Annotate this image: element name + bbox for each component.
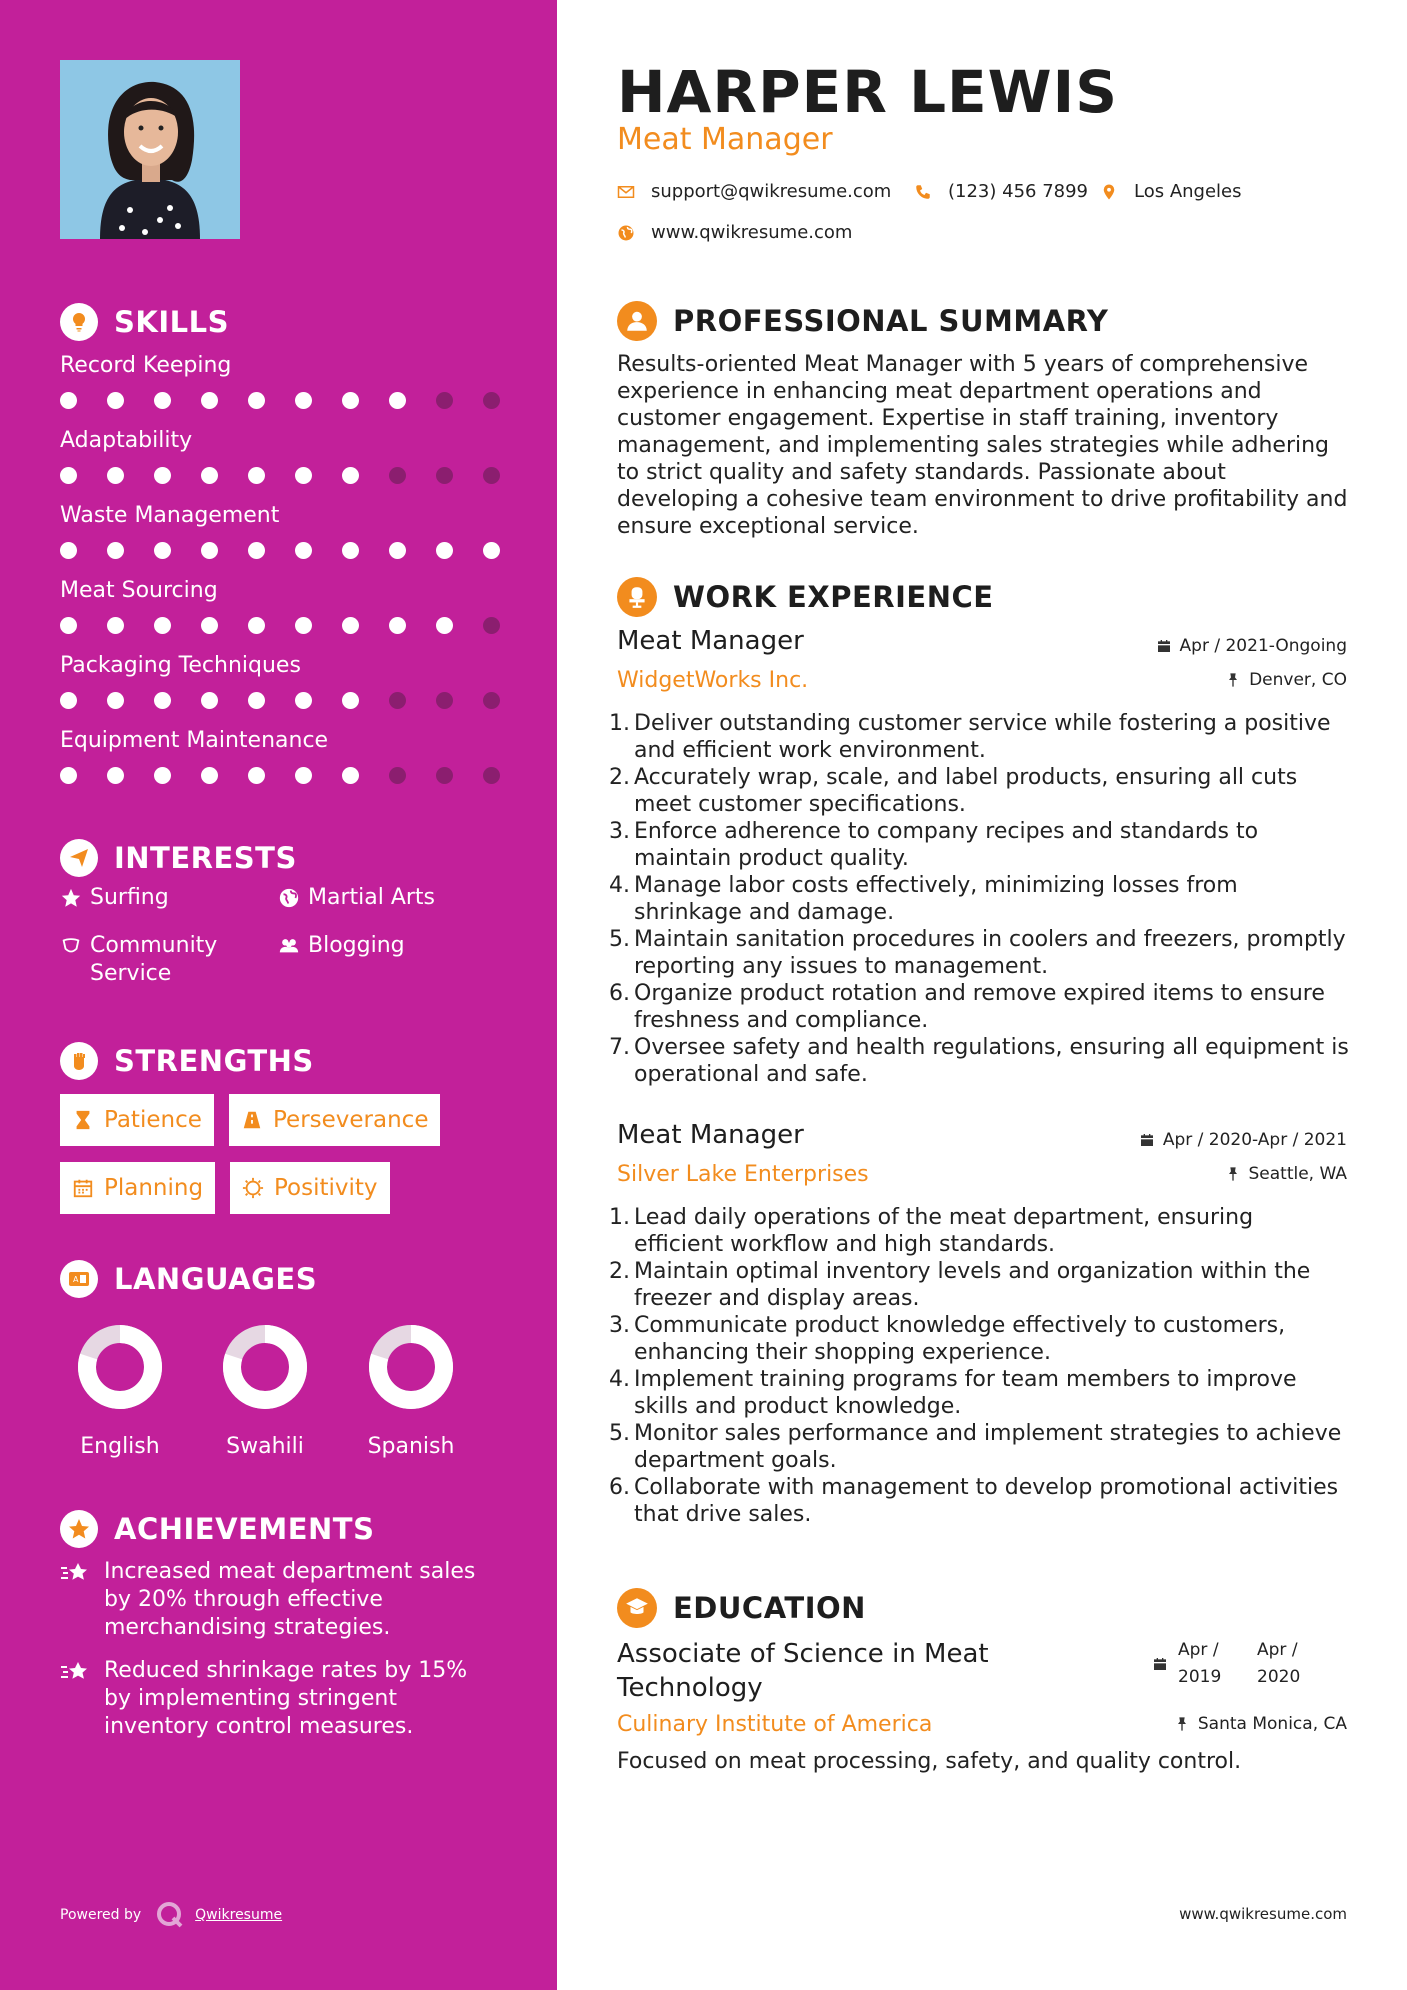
star-badge-icon <box>60 1510 98 1548</box>
phone-contact: (123) 456 7899 <box>914 181 1088 202</box>
rating-dot <box>201 617 218 634</box>
skill-item <box>60 500 500 559</box>
rating-dot <box>201 692 218 709</box>
rating-dot <box>201 392 218 409</box>
rating-dot <box>295 392 312 409</box>
language-item <box>195 1324 335 1459</box>
education-school: Culinary Institute of America <box>617 1712 933 1737</box>
achievements-heading: ACHIEVEMENTS <box>60 1509 374 1549</box>
rating-dot <box>107 617 124 634</box>
rating-dot <box>60 767 77 784</box>
rating-dot <box>483 767 500 784</box>
rating-dot <box>107 392 124 409</box>
job-bullets <box>609 710 1349 1088</box>
rating-dot <box>436 767 453 784</box>
rating-dot <box>389 767 406 784</box>
job-bullet: 5. Monitor sales performance and implement strategies to achieve department goals. <box>609 1421 1342 1473</box>
rating-dot <box>483 542 500 559</box>
fist-icon <box>60 1042 98 1080</box>
rating-dot <box>107 542 124 559</box>
skill-name: Meat Sourcing <box>60 578 218 603</box>
job-title: Meat Manager <box>617 1120 804 1150</box>
job-bullet: 6. Organize product rotation and remove expired items to ensure freshness and compliance. <box>609 981 1325 1033</box>
education-heading: EDUCATION <box>617 1587 866 1629</box>
job-date: Apr / 2020-Apr / 2021 <box>1139 1130 1347 1150</box>
rating-dot <box>342 542 359 559</box>
job-bullet: 4. Manage labor costs effectively, minimizing losses from shrinkage and damage. <box>609 873 1238 925</box>
strength-tag: Perseverance <box>229 1094 440 1146</box>
job-title: Meat Manager <box>617 626 804 656</box>
rating-dot <box>389 467 406 484</box>
skill-rating <box>60 542 500 559</box>
rating-dot <box>248 767 265 784</box>
skills-heading: SKILLS <box>60 302 229 342</box>
envelope-icon <box>617 183 635 201</box>
skill-rating <box>60 392 500 409</box>
interests-heading: INTERESTS <box>60 838 297 878</box>
job-bullet: 3. Enforce adherence to company recipes and standards to maintain product quality. <box>609 819 1259 871</box>
strengths-heading: STRENGTHS <box>60 1041 314 1081</box>
job-bullet: 2. Accurately wrap, scale, and label products, ensuring all cuts meet customer specifications. <box>609 765 1298 817</box>
rating-dot <box>201 767 218 784</box>
rating-dot <box>154 692 171 709</box>
profile-photo <box>60 60 240 239</box>
skill-rating <box>60 467 500 484</box>
job-date: Apr / 2021-Ongoing <box>1156 636 1347 656</box>
job-bullets <box>609 1204 1349 1528</box>
job-bullet: 4. Implement training programs for team members to improve skills and product knowledge. <box>609 1367 1297 1419</box>
rating-dot <box>248 542 265 559</box>
rating-dot <box>107 467 124 484</box>
user-icon <box>617 301 657 341</box>
qwikresume-logo-icon <box>155 1900 185 1930</box>
hourglass-icon <box>72 1109 94 1131</box>
job-bullet: 5. Maintain sanitation procedures in coolers and freezers, promptly reporting any issues to management. <box>609 927 1346 979</box>
rating-dot <box>483 692 500 709</box>
achievement-item: Reduced shrinkage rates by 15% by implementing stringent inventory control measures. <box>60 1657 500 1741</box>
language-name: Spanish <box>367 1434 455 1459</box>
paper-plane-icon <box>60 839 98 877</box>
svg-text:A: A <box>73 1275 79 1284</box>
languages-heading: A LANGUAGES <box>60 1259 317 1299</box>
strength-tag: Positivity <box>230 1162 390 1214</box>
rating-dot <box>483 392 500 409</box>
rating-dot <box>295 617 312 634</box>
job-bullet: 7. Oversee safety and health regulations, ensuring all equipment is operational and safe. <box>609 1035 1349 1087</box>
language-gauge <box>77 1324 163 1410</box>
rating-dot <box>342 767 359 784</box>
rating-dot <box>389 617 406 634</box>
rating-dot <box>154 467 171 484</box>
job-bullet: 6. Collaborate with management to develop promotional activities that drive sales. <box>609 1475 1339 1527</box>
road-icon <box>241 1109 263 1131</box>
pushpin-icon <box>1225 1166 1241 1182</box>
phone-icon <box>914 183 932 201</box>
rating-dot <box>248 617 265 634</box>
pushpin-icon <box>1225 672 1241 688</box>
map-pin-icon <box>1100 183 1118 201</box>
rating-dot <box>436 617 453 634</box>
rating-dot <box>154 617 171 634</box>
skill-item <box>60 725 500 784</box>
skill-name: Packaging Techniques <box>60 653 301 678</box>
achievement-item: Increased meat department sales by 20% through effective merchandising strategies. <box>60 1558 500 1642</box>
rating-dot <box>154 767 171 784</box>
rating-dot <box>60 542 77 559</box>
main-content <box>609 0 1349 1990</box>
rating-dot <box>436 692 453 709</box>
qwikresume-link[interactable]: Qwikresume <box>195 1907 283 1923</box>
rating-dot <box>295 692 312 709</box>
rating-dot <box>107 692 124 709</box>
sun-icon <box>242 1177 264 1199</box>
rating-dot <box>436 542 453 559</box>
rating-dot <box>483 617 500 634</box>
rating-dot <box>389 542 406 559</box>
rating-dot <box>342 692 359 709</box>
job-bullet: 1. Lead daily operations of the meat department, ensuring efficient workflow and high standards. <box>609 1205 1254 1257</box>
rating-dot <box>295 542 312 559</box>
job-location: Denver, CO <box>1225 670 1347 690</box>
education-description: Focused on meat processing, safety, and quality control. <box>617 1749 1242 1774</box>
rating-dot <box>342 467 359 484</box>
language-item <box>50 1324 190 1459</box>
footer-url[interactable]: www.qwikresume.com <box>1179 1905 1347 1923</box>
experience-heading: WORK EXPERIENCE <box>617 576 994 618</box>
skill-name: Equipment Maintenance <box>60 728 329 753</box>
summary-heading: PROFESSIONAL SUMMARY <box>617 300 1108 342</box>
rating-dot <box>436 467 453 484</box>
rating-dot <box>60 392 77 409</box>
powered-by: Powered by Qwikresume <box>60 1900 282 1930</box>
job-bullet: 3. Communicate product knowledge effectively to customers, enhancing their shopping experience. <box>609 1313 1286 1365</box>
rating-dot <box>248 392 265 409</box>
rating-dot <box>248 692 265 709</box>
shooting-star-icon <box>60 1659 92 1685</box>
globe-icon <box>278 887 300 909</box>
summary-text: Results-oriented Meat Manager with 5 years of comprehensive experience in enhancing meat department operations and customer engagement. Expertise in staff training, inventory management, and implementing sales strategies while adhering to strict quality and safety standards. Passionate about developing a cohesive team environment to drive profitability and ensure exceptional service. <box>617 352 1348 539</box>
interest-item: Martial Arts <box>278 884 435 912</box>
shooting-star-icon <box>60 1560 92 1586</box>
lightbulb-icon <box>60 303 98 341</box>
calendar-icon <box>1156 638 1172 654</box>
skill-rating <box>60 692 500 709</box>
skill-name: Record Keeping <box>60 353 232 378</box>
job-bullet: 2. Maintain optimal inventory levels and organization within the freezer and display areas. <box>609 1259 1311 1311</box>
rating-dot <box>342 617 359 634</box>
website-contact: www.qwikresume.com <box>617 222 852 243</box>
skill-item <box>60 350 500 409</box>
job-location: Seattle, WA <box>1225 1164 1348 1184</box>
rating-dot <box>389 692 406 709</box>
skill-item <box>60 650 500 709</box>
education-end-date: Apr / 2020 <box>1257 1640 1301 1687</box>
users-icon <box>278 935 300 957</box>
language-name: Swahili <box>226 1434 304 1459</box>
calendar-icon <box>1152 1656 1168 1672</box>
language-gauge <box>222 1324 308 1410</box>
interest-item: Community Service <box>60 932 260 988</box>
calendar-icon <box>72 1177 94 1199</box>
skill-rating <box>60 617 500 634</box>
rating-dot <box>154 392 171 409</box>
pushpin-icon <box>1174 1716 1190 1732</box>
job-company: WidgetWorks Inc. <box>617 668 809 693</box>
skill-item <box>60 425 500 484</box>
rating-dot <box>483 467 500 484</box>
handshake-icon <box>60 935 82 957</box>
job-bullet: 1. Deliver outstanding customer service while fostering a positive and efficient work environment. <box>609 711 1331 763</box>
interest-item: Blogging <box>278 932 405 960</box>
language-name: English <box>80 1434 160 1459</box>
rating-dot <box>201 542 218 559</box>
rating-dot <box>436 392 453 409</box>
rating-dot <box>295 767 312 784</box>
rating-dot <box>60 617 77 634</box>
rating-dot <box>389 392 406 409</box>
star-icon <box>60 887 82 909</box>
education-degree: Associate of Science in Meat Technology <box>617 1639 989 1703</box>
candidate-title: Meat Manager <box>617 122 833 157</box>
rating-dot <box>60 692 77 709</box>
globe-icon <box>617 224 635 242</box>
language-gauge <box>368 1324 454 1410</box>
interest-item: Surfing <box>60 884 169 912</box>
skill-rating <box>60 767 500 784</box>
skill-item <box>60 575 500 634</box>
strength-tag: Patience <box>60 1094 214 1146</box>
strength-tag: Planning <box>60 1162 215 1214</box>
calendar-icon <box>1139 1132 1155 1148</box>
graduate-icon <box>617 1588 657 1628</box>
skill-name: Waste Management <box>60 503 280 528</box>
education-start-date: Apr / 2019 <box>1178 1640 1222 1687</box>
location-contact: Los Angeles <box>1100 181 1242 202</box>
language-icon <box>60 1260 98 1298</box>
rating-dot <box>295 467 312 484</box>
skill-name: Adaptability <box>60 428 193 453</box>
rating-dot <box>201 467 218 484</box>
job-company: Silver Lake Enterprises <box>617 1162 869 1187</box>
education-location: Santa Monica, CA <box>1174 1714 1347 1734</box>
rating-dot <box>107 767 124 784</box>
sidebar <box>0 0 557 1990</box>
rating-dot <box>154 542 171 559</box>
briefcase-chair-icon <box>617 577 657 617</box>
rating-dot <box>342 392 359 409</box>
rating-dot <box>60 467 77 484</box>
email-contact: support@qwikresume.com <box>617 181 891 202</box>
candidate-name: HARPER LEWIS <box>617 58 1118 126</box>
rating-dot <box>248 467 265 484</box>
language-item <box>341 1324 481 1459</box>
